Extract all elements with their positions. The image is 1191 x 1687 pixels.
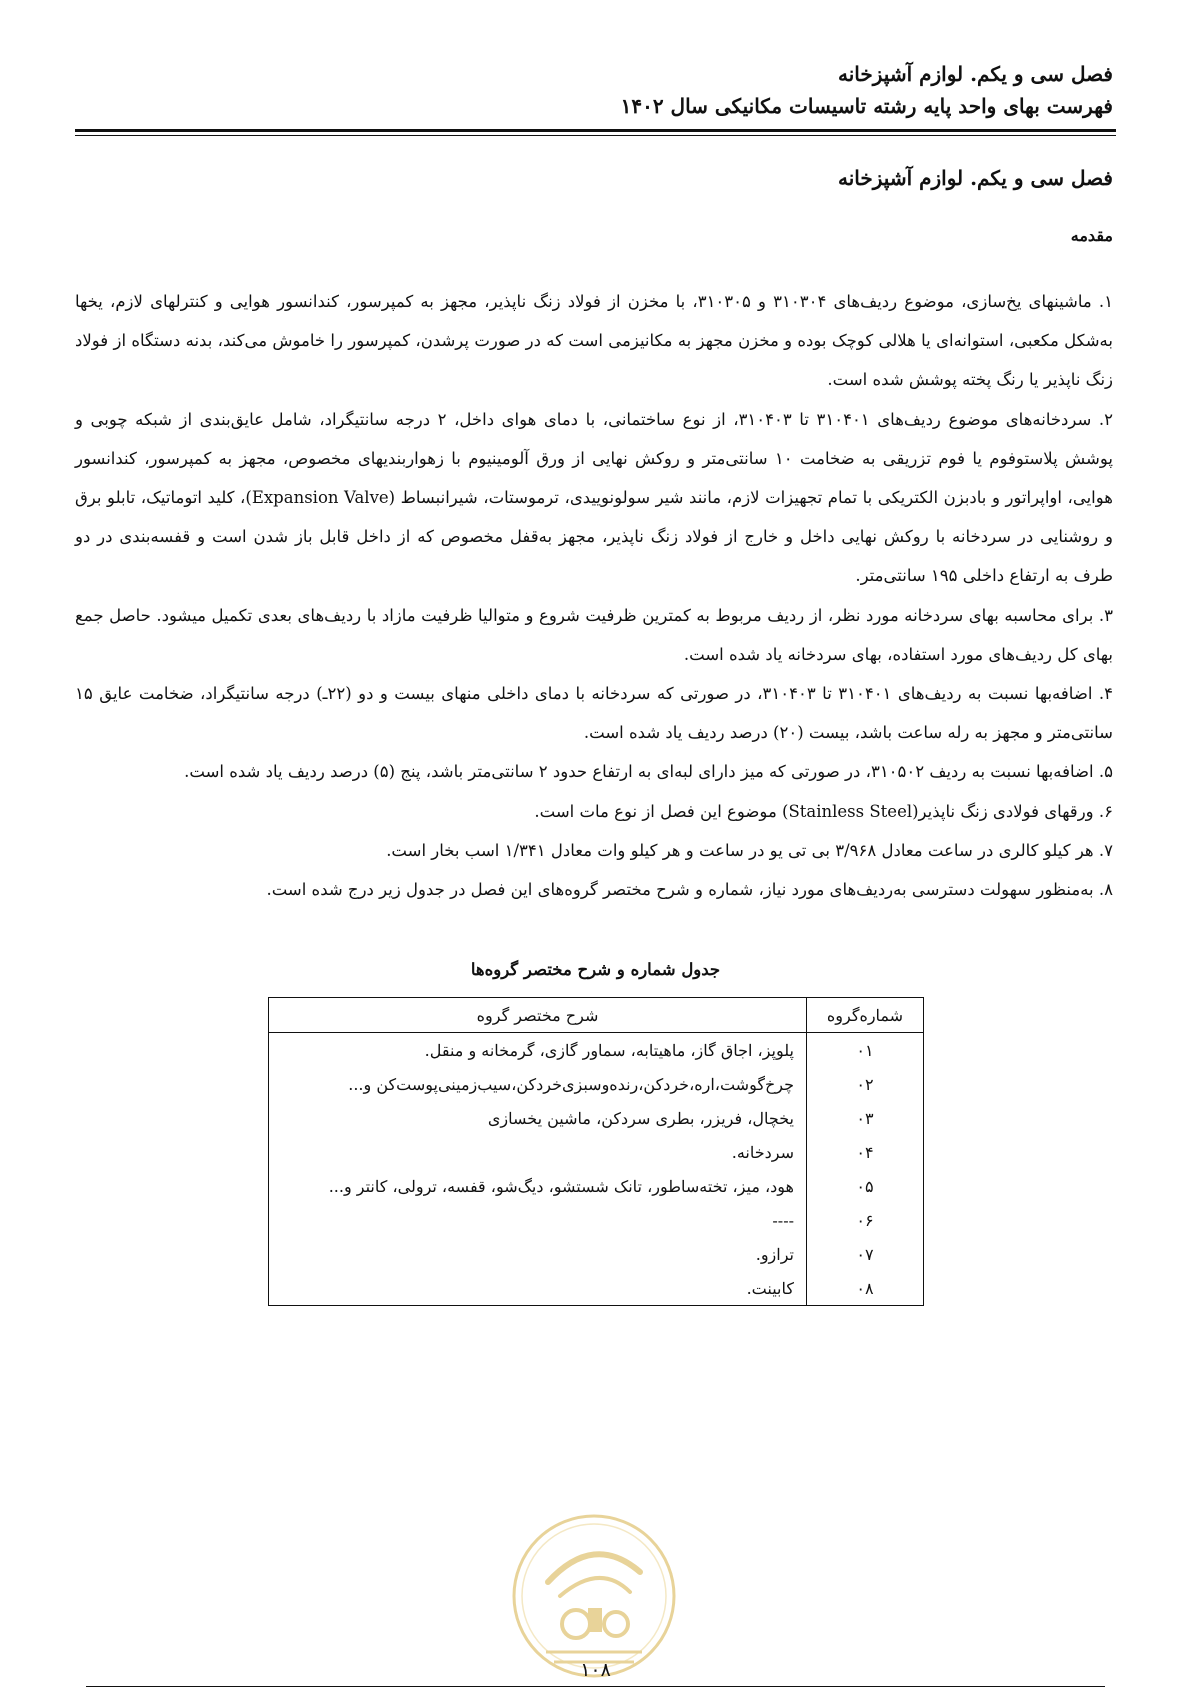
table-row [269,1101,924,1135]
table-row [269,1169,924,1203]
chapter-title: فصل سی و یکم. لوازم آشپزخانه [838,166,1113,190]
paragraph-6: ۶. ورقهای فولادی زنگ ناپذیر(Stainless Steel) موضوع این فصل از نوع مات است. [534,801,1113,821]
group-number: ۰۱ [807,1033,924,1068]
watermark-logo-icon [510,1512,678,1680]
paragraph-2: ۲. سردخانه‌های موضوع ردیف‌های ۳۱۰۴۰۱ تا ۳۱۰۴۰۳، از نوع ساختمانی، با دمای هوای داخل، ۲ درجه سانتیگراد، شامل عایق‌بندی از شبکه چوبی و پوشش پلاستوفوم یا فوم تزریقی به ضخامت ۱۰ سانتی‌متر و روکش نهایی از ورق آلومینیوم با زهواربندیهای مخصوص، مجهز به کمپرسور، کندانسور هوایی، اواپراتور و بادبزن الکتریکی با تمام تجهیزات لازم، مانند شیر سولونوییدی، ترموستات، شیرانبساط (Expansion Valve)، کلید اتوماتیک، تابلو برق و روشنایی در سردخانه با روکش نهایی داخل و خارج از فولاد زنگ ناپذیر، مجهز به‌قفل مخصوص که از داخل قابل باز شدن است و قفسه‌بندی در دو طرف به ارتفاع داخلی ۱۹۵ سانتی‌متر. [75,409,1114,586]
paragraph-8: ۸. به‌منظور سهولت دسترسی به‌ردیف‌های مورد نیاز، شماره و شرح مختصر گروه‌های این فصل در جدول زیر درج شده است. [266,880,1113,900]
header-rule-thick [75,129,1116,132]
groups-table [268,997,924,1306]
intro-heading: مقدمه [1070,226,1113,245]
table-caption: جدول شماره و شرح مختصر گروه‌ها [470,960,721,979]
group-description: سردخانه. [269,1135,807,1169]
page-header [75,58,1113,122]
table-row [269,1271,924,1306]
header-chapter-title: فصل سی و یکم. لوازم آشپزخانه [838,62,1113,86]
header-document-title: فهرست بهای واحد پایه رشته تاسیسات مکانیکی سال ۱۴۰۲ [620,94,1113,118]
group-number: ۰۷ [807,1237,924,1271]
group-number: ۰۵ [807,1169,924,1203]
group-description: چرخ‌گوشت،اره،خردکن،رنده‌وسبزی‌خردکن،سیب‌زمینی‌پوست‌کن و... [269,1067,807,1101]
table-row [269,1135,924,1169]
group-number: ۰۲ [807,1067,924,1101]
group-number: ۰۸ [807,1271,924,1306]
group-description: یخچال، فریزر، بطری سردکن، ماشین یخسازی [269,1101,807,1135]
group-number: ۰۶ [807,1203,924,1237]
group-description: هود، میز، تخته‌ساطور، تانک شستشو، دیگ‌شو، قفسه، ترولی، کانتر و... [269,1169,807,1203]
intro-body [75,282,1113,909]
group-description: کابینت. [269,1271,807,1306]
paragraph-5: ۵. اضافه‌بها نسبت به ردیف ۳۱۰۵۰۲، در صورتی که میز دارای لبه‌ای به ارتفاع حدود ۲ سانتی‌متر باشد، پنج (۵) درصد ردیف یاد شده است. [184,762,1113,782]
paragraph-3: ۳. برای محاسبه بهای سردخانه مورد نظر، از ردیف مربوط به کمترین ظرفیت شروع و متوالیا ظرفیت مازاد با ردیف‌های بعدی تکمیل میشود. حاصل جمع بهای کل ردیف‌های مورد استفاده، بهای سردخانه یاد شده است. [75,605,1113,664]
page-number: ۱۰۸ [580,1659,611,1681]
column-header-description: شرح مختصر گروه [269,998,807,1033]
header-rule-thin [75,135,1116,136]
column-header-number: شماره‌گروه [807,998,924,1033]
group-number: ۰۳ [807,1101,924,1135]
table-header-row [269,998,924,1033]
paragraph-4: ۴. اضافه‌بها نسبت به ردیف‌های ۳۱۰۴۰۱ تا ۳۱۰۴۰۳، در صورتی که سردخانه با دمای داخلی منهای بیست و دو (۲۲ـ) درجه سانتیگراد، ضخامت عایق ۱۵ سانتی‌متر و مجهز به رله ساعت باشد، بیست (۲۰) درصد ردیف یاد شده است. [75,684,1113,743]
paragraph-1: ۱. ماشینهای یخ‌سازی، موضوع ردیف‌های ۳۱۰۳۰۴ و ۳۱۰۳۰۵، با مخزن از فولاد زنگ ناپذیر، مجهز به کمپرسور، کندانسور هوایی و کنترلهای لازم، یخها به‌شکل مکعبی، استوانه‌ای یا هلالی کوچک بوده و مخزن مجهز به مکانیزمی است که در صورت پرشدن، کمپرسور را خاموش می‌کند، بدنه دستگاه از فولاد زنگ ناپذیر یا رنگ پخته پوشش شده است. [75,292,1114,390]
group-description: ---- [269,1203,807,1237]
group-description: پلوپز، اجاق گاز، ماهیتابه، سماور گازی، گرمخانه و منقل. [269,1033,807,1068]
group-number: ۰۴ [807,1135,924,1169]
table-row [269,1067,924,1101]
paragraph-7: ۷. هر کیلو کالری در ساعت معادل ۳/۹۶۸ بی تی یو در ساعت و هر کیلو وات معادل ۱/۳۴۱ اسب بخار است. [386,840,1113,860]
table-row [269,1033,924,1068]
table-row [269,1203,924,1237]
table-row [269,1237,924,1271]
group-description: ترازو. [269,1237,807,1271]
